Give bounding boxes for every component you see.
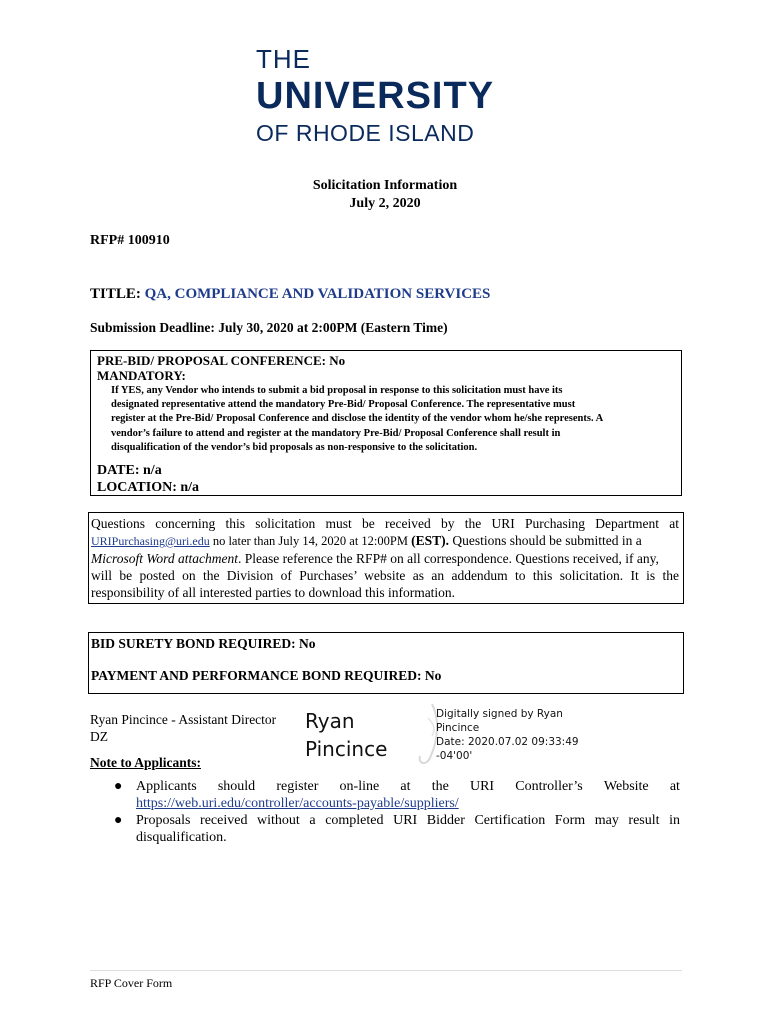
- uri-logo: [256, 44, 494, 148]
- conference-paragraph: [111, 384, 676, 455]
- bullet1-line2: [136, 795, 680, 812]
- signer-dept: DZ: [90, 729, 108, 744]
- bullet1-word: on-line: [339, 779, 380, 794]
- title-value: QA, COMPLIANCE AND VALIDATION SERVICES: [144, 286, 491, 302]
- digital-sig-line: Date: 2020.07.02 09:33:49: [436, 736, 579, 748]
- questions-line-5: responsibility of all interested parties to download this information.: [91, 585, 456, 600]
- note-heading: Note to Applicants:: [90, 755, 201, 770]
- logo-line-the: THE: [256, 44, 311, 74]
- conference-line: PRE-BID/ PROPOSAL CONFERENCE: No: [97, 353, 346, 368]
- signature-last-name: Pincince: [305, 737, 388, 761]
- list-item: [90, 812, 680, 846]
- header-title: Solicitation Information: [312, 178, 458, 193]
- conference-para-line: If YES, any Vendor who intends to submit a bid proposal in response to this solicitation must have its: [111, 385, 563, 396]
- bullet1-word: Controller’s: [515, 779, 583, 794]
- bullet-icon: ●: [114, 779, 123, 794]
- controller-website-link[interactable]: https://web.uri.edu/controller/accounts-payable/suppliers/: [136, 796, 459, 811]
- bullet1-word: URI: [469, 779, 495, 794]
- bullet2-line2: disqualification.: [136, 830, 227, 845]
- word-attachment-text: Microsoft Word attachment: [91, 551, 238, 566]
- bullet1-word: at: [669, 779, 680, 794]
- bullet1-word: the: [431, 779, 449, 794]
- conference-date: DATE: n/a: [97, 463, 162, 478]
- conference-location: LOCATION: n/a: [97, 480, 200, 495]
- bullet-icon: ●: [114, 813, 123, 828]
- submission-deadline: Submission Deadline: July 30, 2020 at 2:00PM (Eastern Time): [90, 320, 448, 335]
- bullet1-word: at: [400, 779, 411, 794]
- mandatory-label: MANDATORY:: [97, 368, 186, 383]
- bullet2-line1: Proposals received without a completed URI Bidder Certification Form may result in: [136, 813, 680, 828]
- conference-para-line: designated representative attend the mandatory Pre-Bid/ Proposal Conference. The representative must: [111, 399, 576, 411]
- title-prefix: TITLE:: [90, 286, 145, 302]
- conference-para-line: disqualification of the vendor’s bid proposals as non-responsive to the solicitation.: [111, 441, 478, 453]
- footer-label: RFP Cover Form: [90, 976, 173, 990]
- questions-line-4: will be posted on the Division of Purchases’ website as an addendum to this solicitation. It is the: [91, 568, 679, 583]
- questions-line-3-end: . Please reference the RFP# on all correspondence. Questions received, if any,: [238, 551, 659, 566]
- logo-line-university: UNIVERSITY: [256, 75, 495, 117]
- digital-sig-line: Pincince: [436, 722, 480, 734]
- conference-para-line: register at the Pre-Bid/ Proposal Conference and disclose the identity of the vendor whom he/she represents. A: [111, 413, 604, 425]
- list-item: [90, 778, 680, 812]
- purchasing-email-link[interactable]: URIPurchasing@uri.edu: [91, 534, 210, 548]
- bullet1-line1: [136, 778, 680, 795]
- note-bullet-list: [90, 778, 680, 846]
- bullet1-word: register: [276, 779, 319, 794]
- digital-sig-line: Digitally signed by Ryan: [436, 708, 563, 720]
- header-date: July 2, 2020: [349, 196, 421, 211]
- questions-text: [91, 515, 679, 601]
- rfp-title: [90, 286, 490, 303]
- questions-line-2: [91, 532, 679, 550]
- conference-para-line: vendor’s failure to attend and register at the mandatory Pre-Bid/ Proposal Conference shall result in: [111, 427, 561, 439]
- signature-first-name: Ryan: [305, 709, 355, 733]
- logo-line-rhode-island: OF RHODE ISLAND: [256, 120, 475, 146]
- rfp-number: RFP# 100910: [90, 233, 170, 248]
- bullet1-word: Applicants: [136, 779, 197, 794]
- questions-line-2-end: Questions should be submitted in a: [448, 533, 642, 548]
- questions-deadline-text: no later than July 14, 2020 at 12:00PM: [209, 534, 412, 548]
- bullet1-word: should: [217, 779, 256, 794]
- questions-est: (EST).: [411, 533, 449, 548]
- footer-divider: [90, 970, 682, 971]
- bullet1-word: Website: [603, 779, 649, 794]
- questions-line-3: [91, 550, 679, 567]
- digital-signature-block: [436, 707, 579, 763]
- questions-line-1: Questions concerning this solicitation must be received by the URI Purchasing Department at: [91, 516, 679, 531]
- bid-surety-bond: BID SURETY BOND REQUIRED: No: [91, 636, 316, 651]
- signer-title: Ryan Pincince - Assistant Director: [90, 712, 277, 727]
- digital-sig-line: -04'00': [436, 750, 473, 762]
- payment-performance-bond: PAYMENT AND PERFORMANCE BOND REQUIRED: No: [91, 668, 442, 683]
